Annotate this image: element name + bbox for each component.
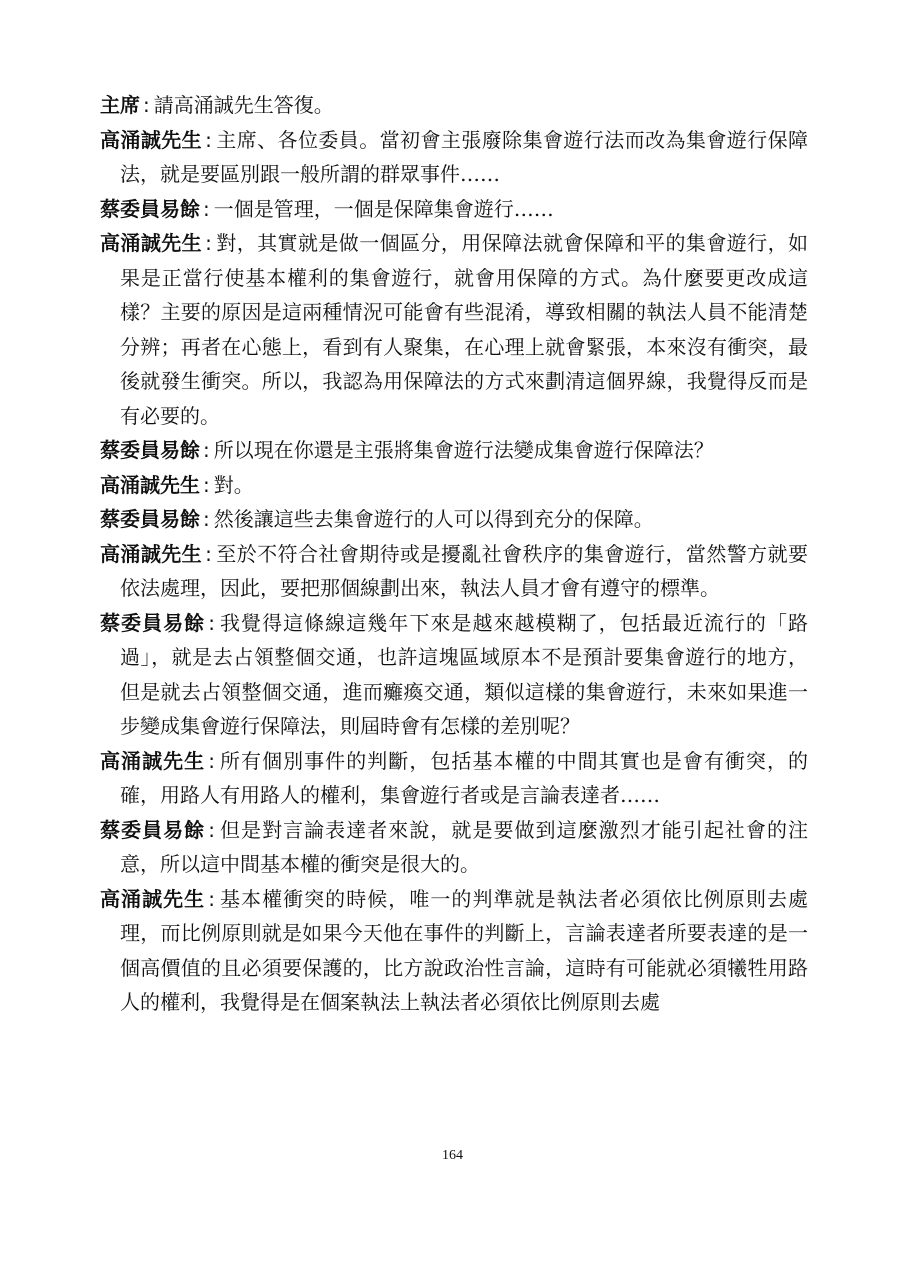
speaker-name: 高涌誠先生: [100, 541, 203, 566]
speaker-separator: :: [203, 472, 210, 497]
speaker-name: 主席: [100, 93, 140, 117]
speaker-separator: :: [208, 748, 215, 773]
transcript-entry: [100, 502, 808, 537]
speaker-separator: :: [143, 93, 150, 117]
transcript-entry: [100, 226, 808, 433]
speech-text: 主席、各位委員。當初會主張廢除集會遊行法而改為集會遊行保障法，就是要區別跟一般所謂的群眾事件……: [120, 127, 809, 186]
speech-text: 請高涌誠先生答復。: [153, 93, 334, 117]
transcript-entry: [100, 192, 808, 227]
page-number: 164: [442, 1148, 463, 1163]
transcript-entry: [100, 123, 808, 192]
transcript-entry: [100, 537, 808, 606]
speech-text: 然後讓這些去集會遊行的人可以得到充分的保障。: [213, 507, 654, 531]
speaker-name: 蔡委員易餘: [100, 817, 206, 842]
speech-text: 基本權衝突的時候，唯一的判準就是執法者必須依比例原則去處理，而比例原則就是如果今天他在事件的判斷上，言論表達者所要表達的是一個高價值的且必須要保護的，比方說政治性言論，這時有可能就必須犧牲用路人的權利，我覺得是在個案執法上執法者必須依比例原則去處: [120, 886, 809, 1014]
speaker-name: 蔡委員易餘: [100, 196, 200, 221]
speaker-name: 高涌誠先生: [100, 886, 206, 911]
speaker-separator: :: [203, 438, 210, 462]
speaker-name: 高涌誠先生: [100, 748, 206, 773]
speech-text: 對。: [213, 472, 254, 497]
transcript-body: [100, 88, 808, 1020]
transcript-entry: [100, 606, 808, 744]
speaker-name: 高涌誠先生: [100, 127, 203, 152]
speaker-separator: :: [203, 196, 210, 221]
speaker-separator: :: [208, 886, 215, 911]
speaker-name: 蔡委員易餘: [100, 438, 200, 462]
speech-text: 對，其實就是做一個區分，用保障法就會保障和平的集會遊行，如果是正當行使基本權利的集會遊行，就會用保障的方式。為什麼要更改成這樣？主要的原因是這兩種情況可能會有些混淆，導致相關的執法人員不能清楚分辨；再者在心態上，看到有人聚集，在心理上就會緊張，本來沒有衝突，最後就發生衝突。所以，我認為用保障法的方式來劃清這個界線，我覺得反而是有必要的。: [120, 231, 809, 428]
speaker-separator: :: [203, 507, 210, 531]
speaker-name: 高涌誠先生: [100, 472, 200, 497]
transcript-entry: [100, 88, 808, 123]
speaker-name: 蔡委員易餘: [100, 507, 200, 531]
speaker-separator: :: [205, 127, 212, 152]
transcript-entry: [100, 813, 808, 882]
speech-text: 所以現在你還是主張將集會遊行法變成集會遊行保障法？: [213, 438, 714, 462]
transcript-entry: [100, 468, 808, 503]
transcript-entry: [100, 433, 808, 468]
speaker-separator: :: [205, 541, 212, 566]
speech-text: 一個是管理，一個是保障集會遊行……: [213, 196, 554, 221]
speech-text: 至於不符合社會期待或是擾亂社會秩序的集會遊行，當然警方就要依法處理，因此，要把那個線劃出來，執法人員才會有遵守的標準。: [120, 541, 809, 600]
speaker-separator: :: [208, 817, 215, 842]
speaker-name: 蔡委員易餘: [100, 610, 206, 635]
transcript-entry: [100, 744, 808, 813]
speaker-separator: :: [208, 610, 215, 635]
speech-text: 但是對言論表達者來說，就是要做到這麼激烈才能引起社會的注意，所以這中間基本權的衝突是很大的。: [120, 817, 809, 876]
speech-text: 我覺得這條線這幾年下來是越來越模糊了，包括最近流行的「路過」，就是去占領整個交通，也許這塊區域原本不是預計要集會遊行的地方，但是就去占領整個交通，進而癱瘓交通，類似這樣的集會遊行，未來如果進一步變成集會遊行保障法，則屆時會有怎樣的差別呢？: [120, 610, 809, 738]
speech-text: 所有個別事件的判斷，包括基本權的中間其實也是會有衝突，的確，用路人有用路人的權利，集會遊行者或是言論表達者……: [120, 748, 809, 807]
speaker-name: 高涌誠先生: [100, 231, 203, 255]
speaker-separator: :: [205, 231, 212, 255]
transcript-entry: [100, 882, 808, 1020]
